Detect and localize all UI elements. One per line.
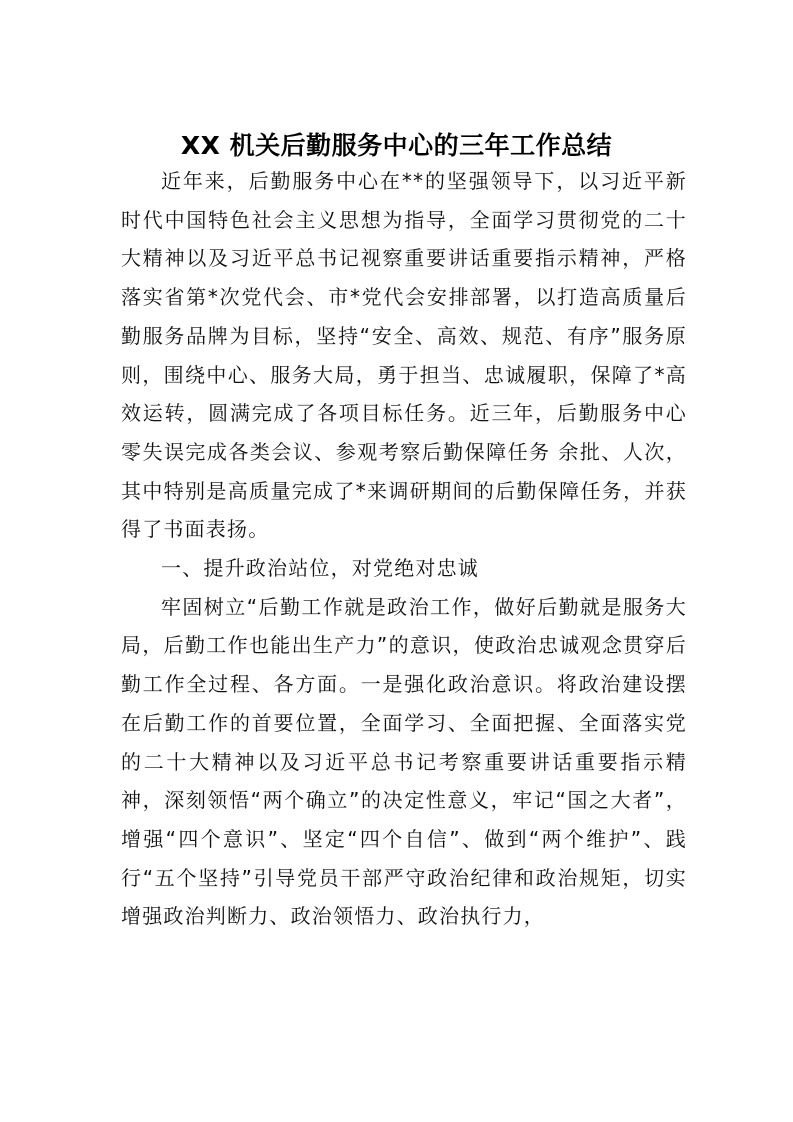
paragraph-intro: 近年来，后勤服务中心在**的坚强领导下，以习近平新时代中国特色社会主义思想为指导，全面学习贯彻党的二十大精神以及习近平总书记视察重要讲话重要指示精神，严格落实省第*次党代会、市*党代会安排部署，以打造高质量后勤服务品牌为目标，坚持“安全、高效、规范、有序”服务原则，围绕中心、服务大局，勇于担当、忠诚履职，保障了*高效运转，圆满完成了各项目标任务。近三年，后勤服务中心零失误完成各类会议、参观考察后勤保障任务 余批、人次，其中特别是高质量完成了*来调研期间的后勤保障任务，并获得了书面表扬。 <box>121 169 687 542</box>
section-heading-1: 一、提升政治站位，对党绝对忠诚 <box>161 556 479 581</box>
document-body <box>121 162 687 936</box>
document-title: XX 机关后勤服务中心的三年工作总结 <box>180 131 613 160</box>
paragraph-section-1: 牢固树立“后勤工作就是政治工作，做好后勤就是服务大局，后勤工作也能出生产力”的意识，使政治忠诚观念贯穿后勤工作全过程、各方面。一是强化政治意识。将政治建设摆在后勤工作的首要位置，全面学习、全面把握、全面落实党的二十大精神以及习近平总书记考察重要讲话重要指示精神，深刻领悟“两个确立”的决定性意义，牢记“国之大者”，增强“四个意识”、坚定“四个自信”、做到“两个维护”、践行“五个坚持”引导党员干部严守政治纪律和政治规矩，切实增强政治判断力、政治领悟力、政治执行力， <box>121 594 687 929</box>
